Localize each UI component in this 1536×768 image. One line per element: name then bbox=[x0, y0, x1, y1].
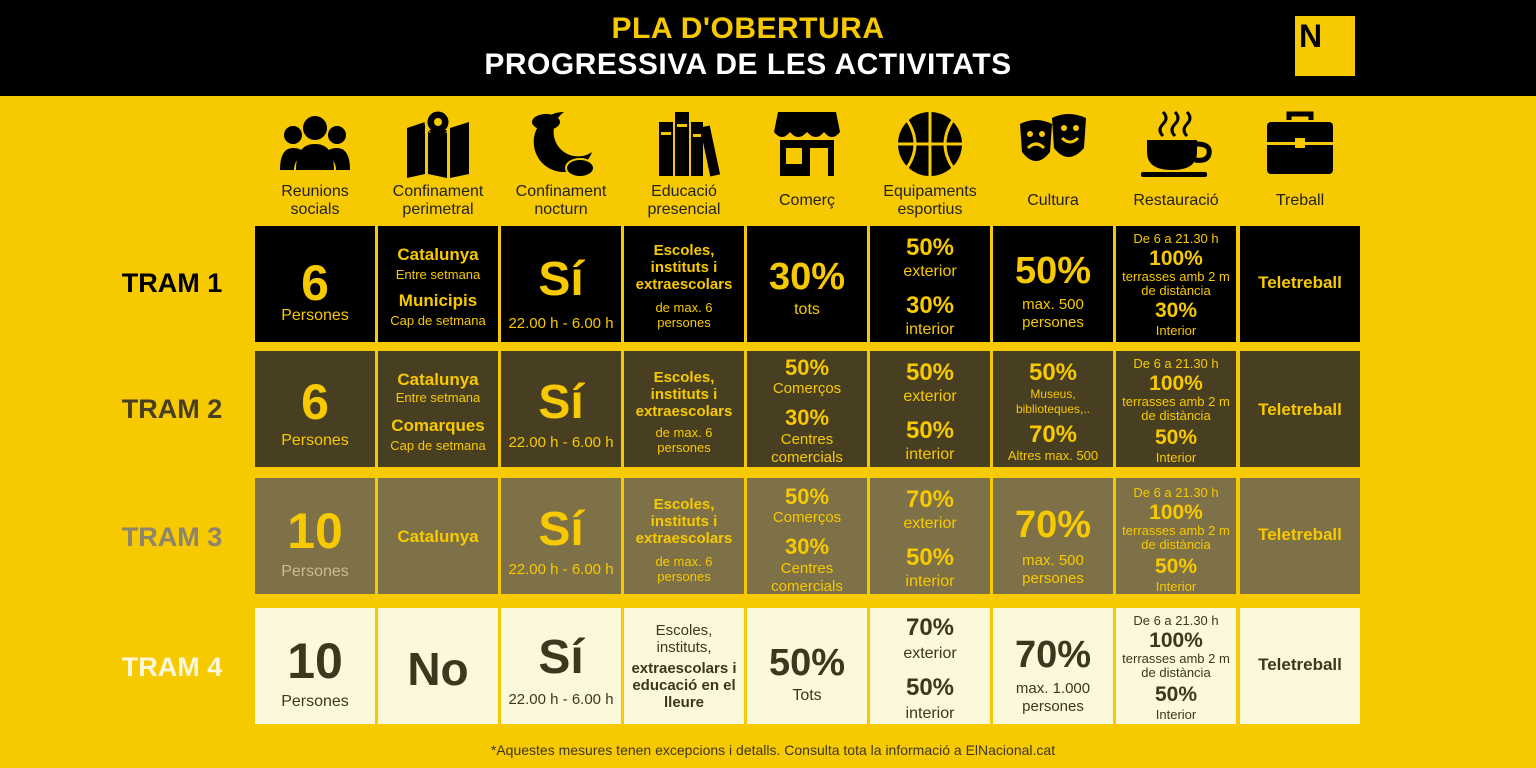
cell-educacio bbox=[624, 608, 744, 724]
cell-treball bbox=[1240, 608, 1360, 724]
v2: 50% bbox=[905, 674, 955, 701]
cell-educacio bbox=[624, 478, 744, 594]
l2: interior bbox=[905, 446, 955, 463]
l2: Centres comercials bbox=[771, 431, 843, 466]
value: Sí bbox=[538, 253, 584, 306]
col-educacio-presencial bbox=[624, 108, 744, 226]
cell-esport bbox=[870, 226, 990, 342]
sub: max. 500 persones bbox=[1022, 552, 1084, 587]
l1: terrasses amb 2 m de distància bbox=[1122, 269, 1230, 298]
v2: 30% bbox=[784, 405, 830, 430]
v1: 50% bbox=[1028, 359, 1078, 386]
cell-comerc bbox=[747, 226, 867, 342]
col-restauracio bbox=[1116, 108, 1236, 226]
v1: 50% bbox=[784, 484, 830, 509]
cell-esport bbox=[870, 608, 990, 724]
value: 10 bbox=[287, 503, 343, 559]
v2: 30% bbox=[905, 292, 955, 319]
top: Escoles, instituts, bbox=[655, 622, 713, 656]
l2: Interior bbox=[1155, 579, 1197, 594]
sub: Tots bbox=[792, 687, 822, 704]
l1: exterior bbox=[903, 388, 957, 405]
cell-restauracio bbox=[1116, 226, 1236, 342]
elnacional-logo bbox=[1295, 16, 1355, 76]
area-a-sub: Entre setmana bbox=[395, 267, 481, 282]
v2: 50% bbox=[905, 417, 955, 444]
value: Teletreball bbox=[1258, 525, 1342, 544]
v1: 50% bbox=[905, 234, 955, 261]
v2: 70% bbox=[1028, 421, 1078, 448]
value: 50% bbox=[768, 642, 846, 684]
unit: Persones bbox=[281, 693, 349, 710]
v1: 50% bbox=[784, 355, 830, 380]
cell-reunions bbox=[255, 608, 375, 724]
l2: interior bbox=[905, 705, 955, 722]
col-confinament-nocturn bbox=[501, 108, 621, 226]
hours: 22.00 h - 6.00 h bbox=[508, 691, 614, 708]
hours: De 6 a 21.30 h bbox=[1133, 231, 1219, 246]
value: Teletreball bbox=[1258, 655, 1342, 674]
tram-4-label: TRAM 4 bbox=[121, 652, 223, 682]
shop-icon bbox=[770, 108, 844, 178]
l2: Interior bbox=[1155, 450, 1197, 465]
hours: 22.00 h - 6.00 h bbox=[508, 561, 614, 578]
cell-treball bbox=[1240, 478, 1360, 594]
col-label: Restauració bbox=[1133, 192, 1219, 209]
cell-cultura bbox=[993, 478, 1113, 594]
v2: 50% bbox=[1154, 426, 1198, 449]
hours: 22.00 h - 6.00 h bbox=[508, 315, 614, 332]
l1: terrasses amb 2 m de distància bbox=[1122, 523, 1230, 552]
tram-2-label: TRAM 2 bbox=[121, 394, 223, 424]
tram-3-label: TRAM 3 bbox=[121, 522, 223, 552]
l2: interior bbox=[905, 573, 955, 590]
col-equipaments-esportius bbox=[870, 108, 990, 226]
v1: 100% bbox=[1149, 629, 1203, 652]
sub: tots bbox=[794, 301, 820, 318]
value: Teletreball bbox=[1258, 273, 1342, 292]
theater-masks-icon bbox=[1016, 108, 1090, 178]
main: extraescolars i educació en el lleure bbox=[631, 660, 737, 711]
col-label: Confinament perimetral bbox=[392, 183, 484, 218]
area-b-sub: Cap de setmana bbox=[390, 313, 486, 328]
cell-reunions bbox=[255, 226, 375, 342]
v1: 100% bbox=[1149, 247, 1203, 270]
basketball-icon bbox=[893, 108, 967, 178]
value: Teletreball bbox=[1258, 400, 1342, 419]
area-a: No bbox=[407, 643, 469, 695]
sub: max. 500 persones bbox=[1022, 296, 1084, 331]
hours: De 6 a 21.30 h bbox=[1133, 613, 1219, 628]
cell-educacio bbox=[624, 351, 744, 467]
cell-esport bbox=[870, 478, 990, 594]
l1: terrasses amb 2 m de distància bbox=[1122, 394, 1230, 423]
moon-cloud-icon bbox=[524, 108, 598, 178]
v1: 70% bbox=[905, 486, 955, 513]
books-icon bbox=[647, 108, 721, 178]
cell-comerc bbox=[747, 351, 867, 467]
cell-comerc bbox=[747, 608, 867, 724]
col-reunions-socials bbox=[255, 108, 375, 226]
cell-cultura bbox=[993, 226, 1113, 342]
value: 50% bbox=[1014, 250, 1092, 292]
area-a-sub: Entre setmana bbox=[395, 390, 481, 405]
cell-nocturn bbox=[501, 478, 621, 594]
v1: 100% bbox=[1149, 372, 1203, 395]
l1: exterior bbox=[903, 263, 957, 280]
col-label: Cultura bbox=[1027, 192, 1079, 209]
cell-treball bbox=[1240, 226, 1360, 342]
main: Escoles, instituts i extraescolars bbox=[635, 496, 733, 547]
col-comerc bbox=[747, 108, 867, 226]
sub: de max. 6 persones bbox=[655, 425, 713, 455]
logo-letter: N bbox=[1299, 18, 1323, 54]
hours: De 6 a 21.30 h bbox=[1133, 356, 1219, 371]
value: Sí bbox=[538, 631, 584, 684]
area-a: Catalunya bbox=[397, 527, 479, 546]
title-line-2: PROGRESSIVA DE LES ACTIVITATS bbox=[484, 48, 1012, 81]
v1: 70% bbox=[905, 614, 955, 641]
l1: exterior bbox=[903, 515, 957, 532]
unit: Persones bbox=[281, 563, 349, 580]
value: 6 bbox=[301, 255, 329, 311]
cell-perimetral bbox=[378, 608, 498, 724]
l1: Comerços bbox=[772, 380, 842, 397]
area-a: Catalunya bbox=[397, 245, 479, 264]
area-a: Catalunya bbox=[397, 370, 479, 389]
v2: 30% bbox=[784, 534, 830, 559]
unit: Persones bbox=[281, 307, 349, 324]
value: 6 bbox=[301, 374, 329, 430]
cell-nocturn bbox=[501, 226, 621, 342]
l2: Centres comercials bbox=[771, 560, 843, 594]
footer-note: *Aquestes mesures tenen excepcions i detalls. Consulta tota la informació a ElNacional.cat bbox=[490, 742, 1056, 758]
col-confinament-perimetral bbox=[378, 108, 498, 226]
cell-esport bbox=[870, 351, 990, 467]
v1: 100% bbox=[1149, 501, 1203, 524]
v2: 30% bbox=[1154, 299, 1198, 322]
cell-perimetral bbox=[378, 351, 498, 467]
value: 10 bbox=[287, 633, 343, 689]
cell-nocturn bbox=[501, 351, 621, 467]
l2: Interior bbox=[1155, 323, 1197, 338]
l1: exterior bbox=[903, 645, 957, 662]
people-group-icon bbox=[278, 108, 352, 178]
cell-perimetral bbox=[378, 226, 498, 342]
cell-restauracio bbox=[1116, 608, 1236, 724]
col-label: Educació presencial bbox=[647, 183, 721, 218]
l2: interior bbox=[905, 321, 955, 338]
l1: Museus, biblioteques,.. bbox=[1015, 387, 1091, 416]
hours: 22.00 h - 6.00 h bbox=[508, 434, 614, 451]
col-label: Reunions socials bbox=[281, 183, 349, 218]
cell-cultura bbox=[993, 608, 1113, 724]
briefcase-icon bbox=[1263, 108, 1337, 178]
v2: 50% bbox=[905, 544, 955, 571]
value: Sí bbox=[538, 503, 584, 556]
hours: De 6 a 21.30 h bbox=[1133, 485, 1219, 500]
l1: terrasses amb 2 m de distància bbox=[1122, 651, 1230, 680]
cell-restauracio bbox=[1116, 351, 1236, 467]
map-pin-icon bbox=[401, 108, 475, 178]
v1: 50% bbox=[905, 359, 955, 386]
col-cultura bbox=[993, 108, 1113, 226]
unit: Persones bbox=[281, 432, 349, 449]
col-label: Equipaments esportius bbox=[883, 183, 977, 218]
col-label: Comerç bbox=[778, 192, 835, 209]
header-bar bbox=[0, 0, 1536, 96]
col-label: Treball bbox=[1275, 192, 1325, 209]
area-b: Comarques bbox=[391, 416, 485, 435]
sub: de max. 6 persones bbox=[655, 554, 713, 584]
value: 70% bbox=[1014, 634, 1092, 676]
v2: 50% bbox=[1154, 555, 1198, 578]
value: Sí bbox=[538, 376, 584, 429]
cell-restauracio bbox=[1116, 478, 1236, 594]
cell-perimetral bbox=[378, 478, 498, 594]
area-b-sub: Cap de setmana bbox=[390, 438, 486, 453]
col-label: Confinament nocturn bbox=[515, 183, 607, 218]
col-treball bbox=[1240, 108, 1360, 226]
v2: 50% bbox=[1154, 683, 1198, 706]
sub: de max. 6 persones bbox=[655, 300, 713, 330]
cell-treball bbox=[1240, 351, 1360, 467]
value: 70% bbox=[1014, 504, 1092, 546]
tram-1-label: TRAM 1 bbox=[121, 268, 223, 298]
cell-reunions bbox=[255, 351, 375, 467]
cell-educacio bbox=[624, 226, 744, 342]
cell-nocturn bbox=[501, 608, 621, 724]
value: 30% bbox=[768, 256, 846, 298]
sub: max. 1.000 persones bbox=[1015, 680, 1091, 715]
cell-reunions bbox=[255, 478, 375, 594]
l1: Comerços bbox=[772, 509, 842, 526]
area-b: Municipis bbox=[398, 291, 478, 310]
l2: Altres max. 500 bbox=[1007, 448, 1099, 463]
coffee-cup-icon bbox=[1139, 108, 1213, 178]
title-line-1: PLA D'OBERTURA bbox=[611, 12, 885, 45]
main: Escoles, instituts i extraescolars bbox=[635, 242, 733, 293]
l2: Interior bbox=[1155, 707, 1197, 722]
cell-cultura bbox=[993, 351, 1113, 467]
main: Escoles, instituts i extraescolars bbox=[635, 369, 733, 420]
cell-comerc bbox=[747, 478, 867, 594]
